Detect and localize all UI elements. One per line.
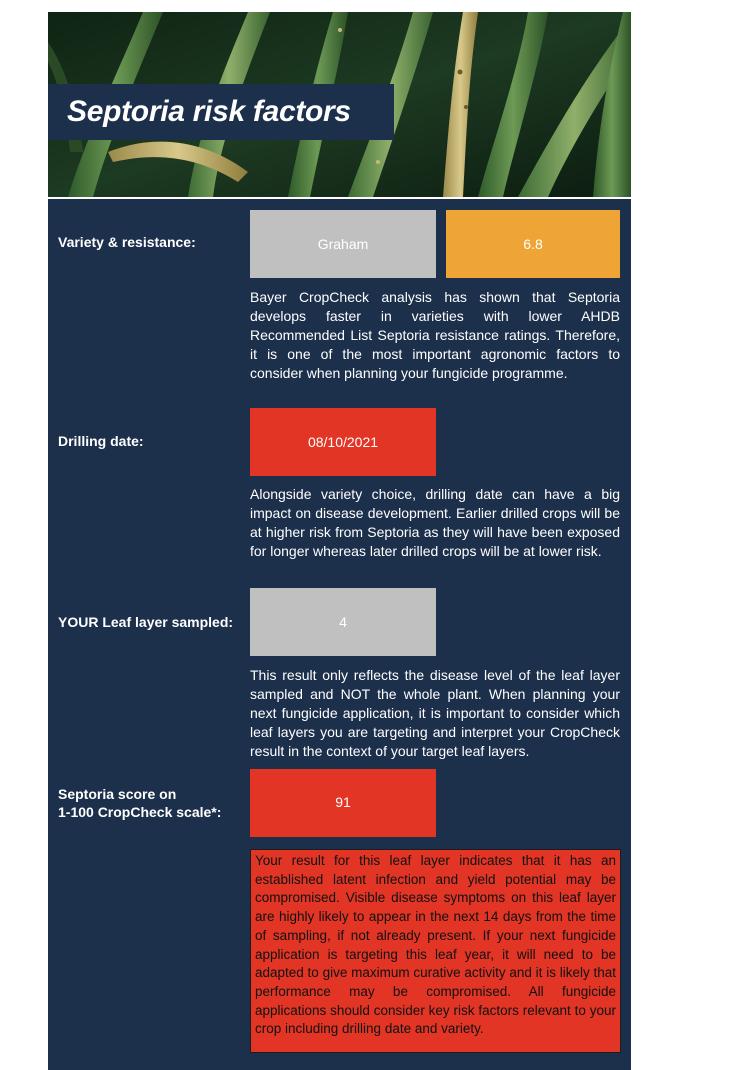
septoria-score-label-line1: Septoria score on [58, 786, 177, 802]
leaf-layer-label: YOUR Leaf layer sampled: [58, 614, 234, 630]
leaf-layer-box: 4 [250, 588, 436, 656]
header-banner [48, 12, 631, 197]
variety-description: Bayer CropCheck analysis has shown that Septoria develops faster in varieties with lower AHDB Recommended List Septoria resistance ratings. Therefore, it is one of the most important agronomic factors to consider when planning your fungicide programme. [250, 289, 620, 381]
risk-factors-panel [48, 199, 631, 1070]
septoria-result-text: Your result for this leaf layer indicates that it has an established latent infection and yield potential may be compromised. Visible disease symptoms on this leaf layer are highly likely to appear in the next 14 days from the time of sampling, if not already present. If your next fungicide application is targeting this leaf year, it will need to be adapted to give maximum curative activity and it is likely that performance may be compromised. All fungicide applications should consider key risk factors relevant to your crop including drilling date and variety. [250, 849, 621, 1053]
resistance-rating-box: 6.8 [446, 210, 620, 278]
page-title: Septoria risk factors [67, 95, 351, 128]
drilling-date-description: Alongside variety choice, drilling date can have a big impact on disease development. Earlier drilled crops will be at higher risk from Septoria as they will have been exposed for longer whereas later drilled crops will be at lower risk. [250, 486, 620, 559]
variety-label: Variety & resistance: [58, 234, 196, 250]
leaf-layer-description: This result only reflects the disease level of the leaf layer sampled and NOT the whole plant. When planning your next fungicide application, it is important to consider which leaf layers you are targeting and interpret your CropCheck result in the context of your target leaf layers. [250, 667, 620, 759]
septoria-score-box: 91 [250, 769, 436, 837]
title-box [48, 84, 394, 140]
septoria-score-label-line2: 1-100 CropCheck scale*: [58, 804, 222, 820]
variety-value-box: Graham [250, 210, 436, 278]
drilling-date-box: 08/10/2021 [250, 408, 436, 476]
septoria-score-label [58, 785, 221, 821]
drilling-date-label: Drilling date: [58, 433, 144, 449]
